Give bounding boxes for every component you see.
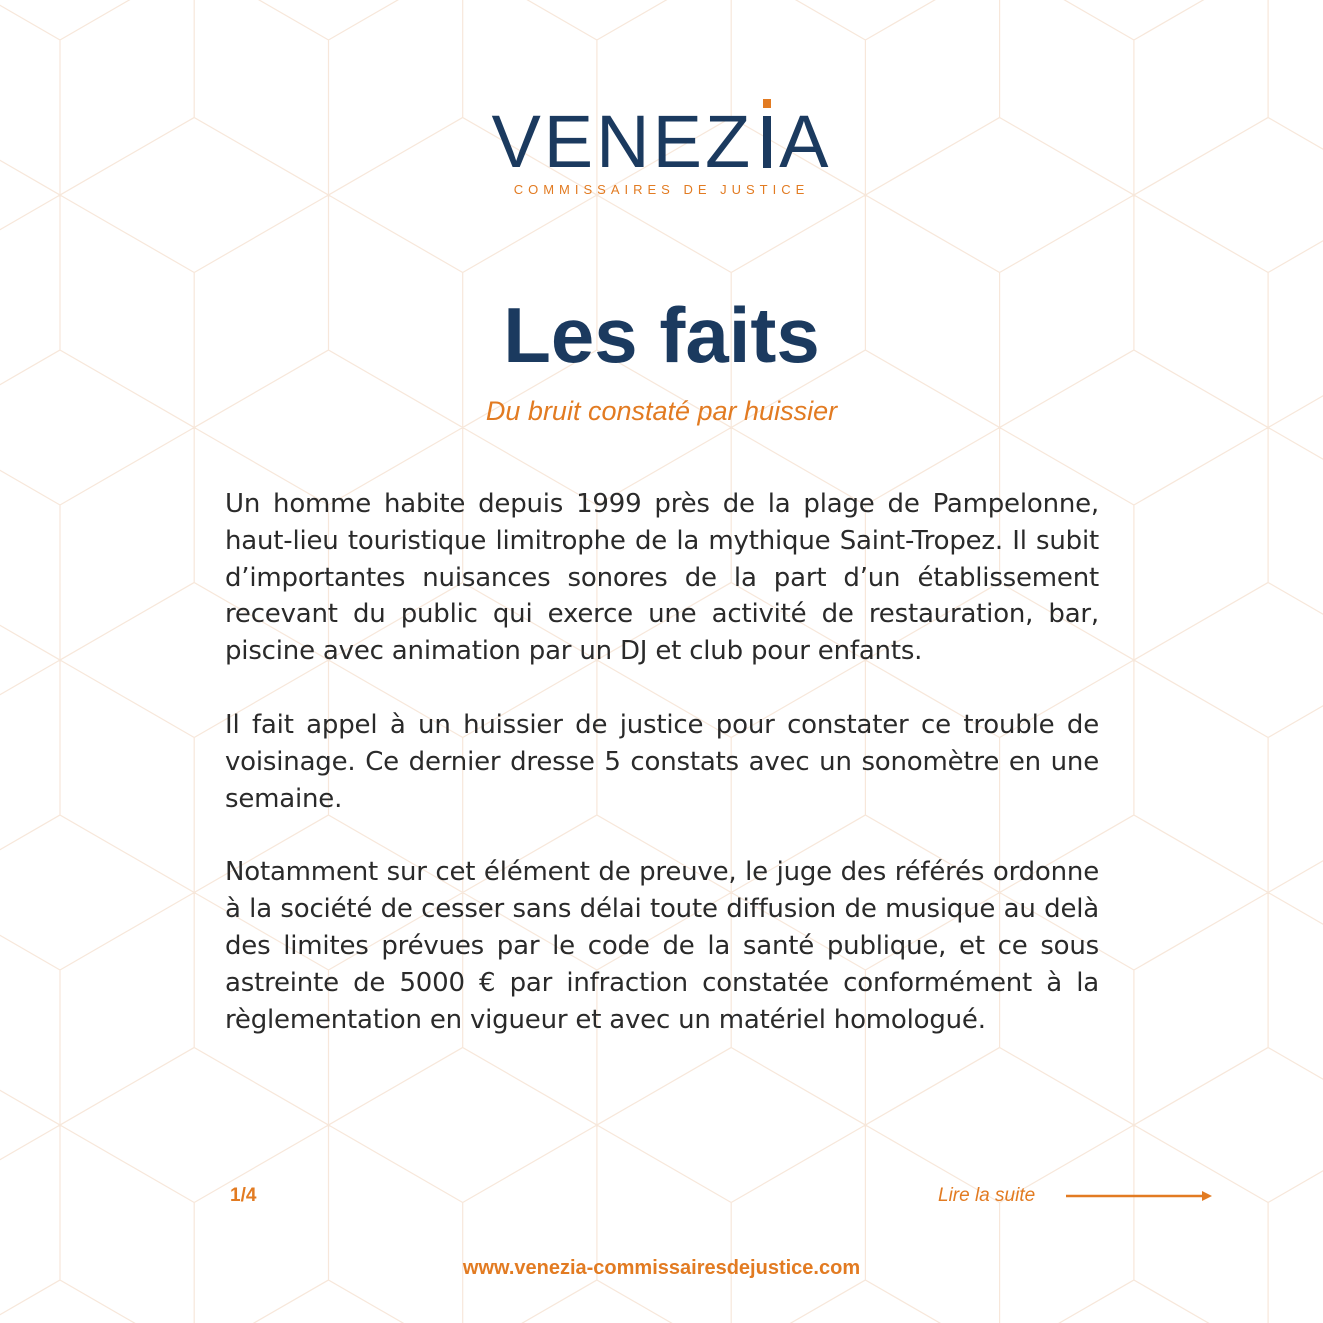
brand-wordmark <box>491 100 831 184</box>
page-title: Les faits <box>503 291 820 379</box>
brand-accent-dot <box>763 99 771 108</box>
read-more-link[interactable]: Lire la suite <box>938 1185 1036 1206</box>
brand-tagline: COMMISSAIRES DE JUSTICE <box>513 182 810 197</box>
page-indicator: 1/4 <box>230 1185 257 1206</box>
brand-logo <box>0 100 1323 184</box>
brand-letter-i-stem <box>763 116 771 168</box>
arrow-right-icon[interactable] <box>1066 1187 1214 1205</box>
paragraph-ruling: Notamment sur cet élément de preuve, le juge des référés ordonne à la société de cesser sans délai toute diffusion de musique au delà des limites prévues par le code de la santé publique, et ce sous astreinte de 5000 € par infraction constatée conformément à la règlementation en vigueur et avec un matériel homologué. <box>225 857 1099 1035</box>
page-subtitle: Du bruit constaté par huissier <box>485 396 838 426</box>
paragraph-bailiff: Il fait appel à un huissier de justice pour constater ce trouble de voisinage. Ce dernier dresse 5 constats avec un sonomètre en une semaine. <box>225 709 1099 814</box>
website-link[interactable]: www.venezia-commissairesdejustice.com <box>462 1257 861 1279</box>
brand-name-prefix: VENEZ <box>491 100 754 183</box>
paragraph-facts: Un homme habite depuis 1999 près de la plage de Pampelonne, haut-lieu touristique limitrophe de la mythique Saint-Tropez. Il subit d’importantes nuisances sonores de la part d’un établissement recevant du public qui exerce une activité de restauration, bar, piscine avec animation par un DJ et club pour enfants. <box>225 489 1099 667</box>
body-text <box>225 486 1099 1075</box>
brand-letter-i <box>753 100 779 184</box>
brand-name-suffix: A <box>779 100 832 183</box>
